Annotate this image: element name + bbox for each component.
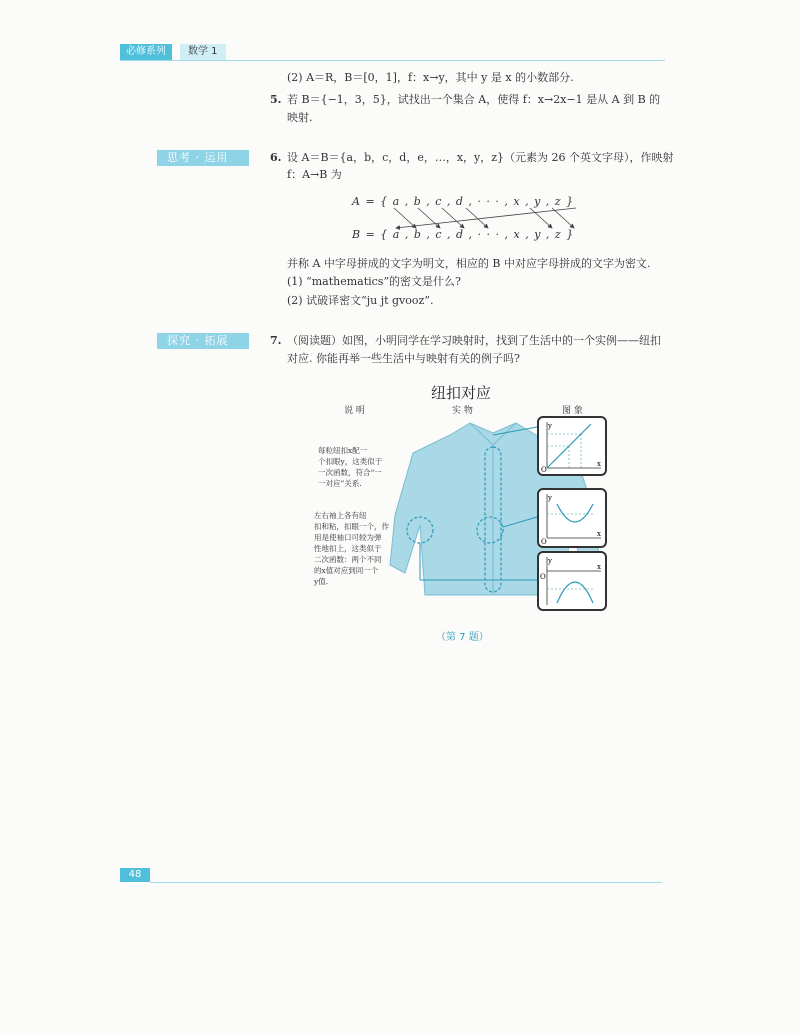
q7-line-1: （阅读题）如图，小明同学在学习映射时，找到了生活中的一个实例——纽扣 xyxy=(287,334,661,347)
q7-line-2: 对应. 你能再举一些生活中与映射有关的例子吗? xyxy=(287,352,520,365)
note-quadratic: 左右袖上各有纽 扣和粘，扣眼一个，作 用是使袖口可较为弹 性地扣上，这类似于 二次函数：两个不同 的x值对应到同一个 y值. xyxy=(314,511,389,586)
q7-number: 7. xyxy=(270,334,282,347)
book-label: 数学 1 xyxy=(180,44,226,60)
figure-title: 纽扣对应 xyxy=(431,384,492,402)
graph2-y-label: y xyxy=(548,494,552,502)
graph2-origin-label: O xyxy=(541,538,547,546)
q6-line-2: f：A→B 为 xyxy=(287,168,342,181)
set-a-row: A = { a , b , c , d , · · · , x , y , z } xyxy=(352,195,575,208)
note-one-to-one: 每粒纽扣x配一 个扣眼y，这类似于 一次函数，符合“一 一对应”关系. xyxy=(318,446,383,488)
q5-line-2: 映射. xyxy=(287,111,313,124)
graph-parabola-down xyxy=(537,551,607,611)
q6-number: 6. xyxy=(270,151,282,164)
footer-rule xyxy=(150,882,662,883)
q6-part-1: (1) “mathematics”的密文是什么? xyxy=(287,275,461,288)
q6-part-2: (2) 试破译密文“ju jt gvooz”. xyxy=(287,294,434,307)
graph-linear xyxy=(537,416,607,476)
header-rule xyxy=(120,60,665,61)
graph3-x-label: x xyxy=(597,563,601,571)
q6-line-1: 设 A＝B＝{a，b，c，d，e，…，x，y，z}（元素为 26 个英文字母），作映射 xyxy=(287,151,674,164)
section-tag-think-apply: 思考 · 运用 xyxy=(157,150,249,166)
set-b-row: B = { a , b , c , d , · · · , x , y , z } xyxy=(352,228,575,241)
graph-parabola-up xyxy=(537,488,607,548)
q5-line-1: 若 B＝{−1，3，5}，试找出一个集合 A，使得 f：x→2x−1 是从 A 到 B 的 xyxy=(287,93,661,106)
graph2-x-label: x xyxy=(597,530,601,538)
page-number: 48 xyxy=(120,868,150,882)
q5-number: 5. xyxy=(270,93,282,106)
figure-caption: （第 7 题） xyxy=(436,632,489,643)
column-real-header: 实 物 xyxy=(452,406,473,416)
series-label: 必修系列 xyxy=(120,44,172,60)
graph1-origin-label: O xyxy=(541,466,547,474)
column-note-header: 说 明 xyxy=(344,406,365,416)
section-tag-explore-extend: 探究 · 拓展 xyxy=(157,333,249,349)
graph1-y-label: y xyxy=(548,422,552,430)
column-graph-header: 图 象 xyxy=(562,406,583,416)
graph3-origin-label: O xyxy=(540,573,546,581)
q6-line-3: 并称 A 中字母拼成的文字为明文，相应的 B 中对应字母拼成的文字为密文. xyxy=(287,257,651,270)
graph1-x-label: x xyxy=(597,460,601,468)
graph3-y-label: y xyxy=(548,557,552,565)
exercise-4-part-2: (2) A＝R，B＝[0，1]，f：x→y，其中 y 是 x 的小数部分. xyxy=(287,71,574,84)
